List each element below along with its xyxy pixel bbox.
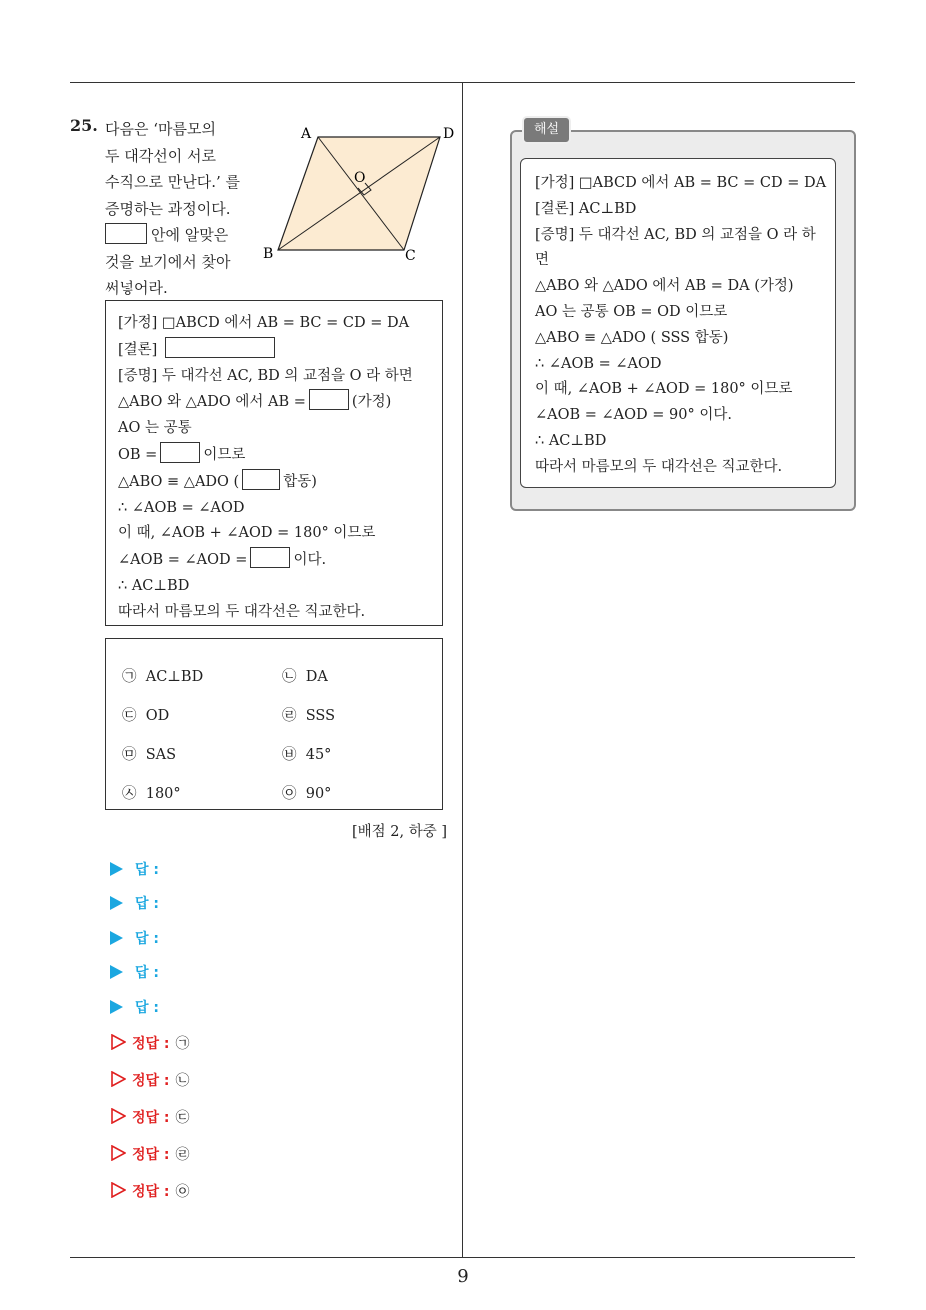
blank-segment[interactable] (160, 442, 200, 463)
blank-conclusion[interactable] (165, 337, 275, 358)
answer-line[interactable]: 답 : (110, 962, 159, 982)
solution-line: △ABO ≡ △ADO ( SSS 합동) (535, 329, 729, 346)
prompt-line: 안에 알맞은 (105, 222, 260, 249)
bottom-rule (70, 1257, 855, 1258)
proof-line: [가정] □ABCD 에서 AB = BC = CD = DA (118, 315, 410, 331)
prompt-line: 써넣어라. (105, 279, 168, 297)
question-prompt (105, 116, 260, 302)
correct-answer: 정답 : ㉡ (110, 1070, 190, 1090)
label-b: B (263, 246, 274, 262)
answer-line[interactable]: 답 : (110, 997, 159, 1017)
label-o: O (354, 170, 366, 186)
prompt-line: 다음은 ‘마름모의 (105, 120, 216, 138)
play-triangle-icon (110, 965, 123, 979)
outline-triangle-icon (110, 1145, 126, 1161)
label-c: C (405, 248, 416, 264)
prompt-line: 두 대각선이 서로 (105, 146, 216, 165)
solution-line: 면 (535, 252, 550, 269)
page-number: 9 (457, 1266, 469, 1287)
label-a: A (301, 126, 312, 142)
proof-line: 이 때, ∠AOB + ∠AOD = 180° 이므로 (118, 525, 376, 542)
answer-line[interactable]: 답 : (110, 893, 159, 913)
solution-line: AO 는 공통 OB = OD 이므로 (535, 303, 728, 320)
choice-item: ㉤ SAS (122, 747, 177, 763)
outline-triangle-icon (110, 1108, 126, 1124)
answer-line[interactable]: 답 : (110, 928, 159, 948)
proof-line: ∴ ∠AOB = ∠AOD (118, 499, 245, 516)
prompt-line: 증명하는 과정이다. (105, 199, 231, 218)
choice-item: ㉣ SSS (282, 708, 336, 724)
blank-angle[interactable] (250, 547, 290, 568)
choice-item: ㉧ 90° (282, 786, 332, 802)
proof-line: [증명] 두 대각선 AC, BD 의 교점을 O 라 하면 (118, 367, 413, 384)
choices-box (105, 638, 443, 810)
correct-answer: 정답 : ㉠ (110, 1033, 190, 1053)
blank-box-sample (105, 223, 147, 244)
blank-side[interactable] (309, 389, 349, 410)
proof-line: ∴ AC⊥BD (118, 577, 190, 594)
proof-box (105, 300, 443, 626)
solution-line: ∴ AC⊥BD (535, 432, 607, 449)
proof-line: OB = 이므로 (118, 442, 430, 469)
label-d: D (443, 126, 455, 142)
choice-item: ㉥ 45° (282, 747, 332, 763)
proof-line: AO 는 공통 (118, 420, 192, 437)
prompt-line: 수직으로 만난다.’ 를 (105, 173, 240, 191)
play-triangle-icon (110, 862, 123, 876)
play-triangle-icon (110, 931, 123, 945)
choice-item: ㉠ AC⊥BD (122, 669, 204, 685)
choice-item: ㉡ DA (282, 669, 328, 685)
solution-line: △ABO 와 △ADO 에서 AB = DA (가정) (535, 278, 794, 295)
blank-congruence[interactable] (242, 469, 280, 490)
column-divider (462, 82, 463, 1258)
proof-line: △ABO ≡ △ADO ( 합동) (118, 469, 430, 496)
rhombus-figure (258, 120, 458, 268)
outline-triangle-icon (110, 1182, 126, 1198)
solution-line: ∴ ∠AOB = ∠AOD (535, 355, 662, 372)
correct-answer: 정답 : ㉧ (110, 1181, 190, 1201)
outline-triangle-icon (110, 1071, 126, 1087)
proof-line: △ABO 와 △ADO 에서 AB = (가정) (118, 389, 430, 416)
solution-line: [결론] AC⊥BD (535, 200, 637, 217)
solution-box (520, 158, 836, 488)
solution-tab: 해설 (522, 116, 571, 144)
prompt-line: 것을 보기에서 찾아 (105, 252, 231, 271)
answer-line[interactable]: 답 : (110, 859, 159, 879)
correct-answer: 정답 : ㉢ (110, 1107, 190, 1127)
proof-line: ∠AOB = ∠AOD = 이다. (118, 547, 430, 574)
solution-line: ∠AOB = ∠AOD = 90° 이다. (535, 407, 732, 424)
question-number: 25. (70, 116, 98, 135)
correct-answer: 정답 : ㉣ (110, 1144, 190, 1164)
proof-line: 따라서 마름모의 두 대각선은 직교한다. (118, 603, 366, 620)
solution-line: [가정] □ABCD 에서 AB = BC = CD = DA (535, 175, 827, 191)
play-triangle-icon (110, 896, 123, 910)
choice-item: ㉦ 180° (122, 786, 181, 802)
play-triangle-icon (110, 1000, 123, 1014)
choice-item: ㉢ OD (122, 708, 170, 724)
proof-line: [결론] (118, 337, 430, 364)
score-label: [배점 2, 하중 ] (352, 824, 448, 840)
outline-triangle-icon (110, 1034, 126, 1050)
solution-line: 따라서 마름모의 두 대각선은 직교한다. (535, 458, 783, 475)
solution-line: [증명] 두 대각선 AC, BD 의 교점을 O 라 하 (535, 226, 816, 243)
solution-line: 이 때, ∠AOB + ∠AOD = 180° 이므로 (535, 381, 793, 398)
